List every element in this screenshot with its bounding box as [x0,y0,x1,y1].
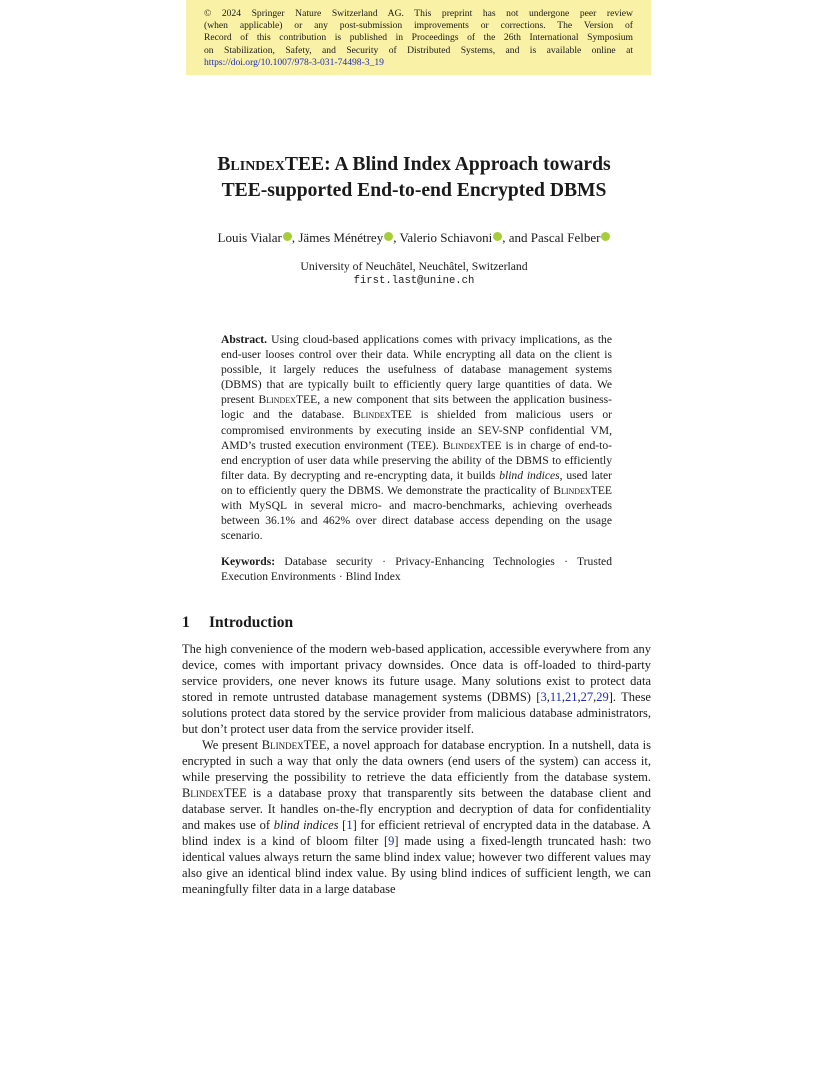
citation-link[interactable]: 1 [346,818,353,832]
title-system-name: Blindex [217,154,285,175]
author-list: Louis Vialar , Jämes Ménétrey , Valerio Schiavoni , and Pascal Felber [150,230,678,246]
notice-line: on Stabilization, Safety, and Security of Distributed Systems, and is available online at [204,44,633,56]
author-name: Louis Vialar [217,230,282,245]
introduction-body [182,641,651,897]
affiliation-block [150,259,678,289]
citation-link[interactable]: 21 [565,690,578,704]
title-line-2: TEE-supported End-to-end Encrypted DBMS [221,180,607,201]
paragraph: The high convenience of the modern web-based application, accessible everywhere from any device, comes with important privacy downsides. Once data is off-loaded to third-party service providers, one never knows its future usage. Many solutions exist to protect data stored in remote untrusted database management systems (DBMS) [3,11,21,27,29]. These solutions protect data stored by the service provider from malicious database administrators, but don’t protect user data from the service provider itself. [182,642,651,736]
section-heading [182,613,652,633]
author-name: Jämes Ménétrey [298,230,384,245]
author-email: first.last@unine.ch [353,275,475,287]
affiliation: University of Neuchâtel, Neuchâtel, Switzerland [300,260,528,273]
abstract-label: Abstract. [221,333,268,346]
citation-link[interactable]: 9 [388,834,395,848]
section-number: 1 [182,614,190,631]
paragraph: We present BlindexTEE, a novel approach for database encryption. In a nutshell, data is encrypted in such a way that only the data owners (end users of the system) can access it, while preserving the possibility to retrieve the data efficiently from the database system. BlindexTEE is a database proxy that transparently sits between the database client and database server. It handles on-the-fly encryption and decryption of data for confidentiality and makes use of blind indices [1] for efficient retrieval of encrypted data in the database. A blind index is a kind of bloom filter [9] made using a fixed-length truncated hash: two identical values always return the same blind index value; however two different values may also give an identical blind index value. By using blind indices of sufficient length, we can meaningfully filter data in a large database [182,738,651,896]
orcid-icon[interactable] [493,232,502,241]
notice-line: Record of this contribution is published in Proceedings of the 26th International Symposium [204,32,633,44]
notice-line: © 2024 Springer Nature Switzerland AG. This preprint has not undergone peer review [204,8,633,19]
citation-link[interactable]: 11 [549,690,562,704]
citation-link[interactable]: 3 [540,690,547,704]
doi-link[interactable]: https://doi.org/10.1007/978-3-031-74498-3_19 [204,56,384,68]
citation-link[interactable]: 29 [596,690,609,704]
keywords-label: Keywords: [221,555,276,568]
notice-line: (when applicable) or any post-submission improvements or corrections. The Version of [204,20,633,32]
abstract: Abstract. Using cloud-based applications comes with privacy implications, as the end-user looses control over their data. While encrypting all data on the client is possible, it largely reduces the usefulness of database management systems (DBMS) that are typically built to efficiently query large quantities of data. We present BlindexTEE, a new component that sits between the application business-logic and the database. BlindexTEE is shielded from malicious users or compromised environments by executing inside an SEV-SNP confidential VM, AMD’s trusted execution environment (TEE). BlindexTEE is in charge of end-to-end encryption of user data while preserving the ability of the DBMS to efficiently filter data. By decrypting and re-encrypting data, it builds blind indices, used later on to efficiently query the DBMS. We demonstrate the practicality of BlindexTEE with MySQL in several micro- and macro-benchmarks, achieving overheads between 36.1% and 462% over direct database access depending on the usage scenario. [221,333,612,543]
author-name: Valerio Schiavoni [399,230,493,245]
citation-link[interactable]: 27 [580,690,594,704]
orcid-icon[interactable] [283,232,292,241]
copyright-notice [186,0,651,75]
section-title: Introduction [209,614,294,631]
orcid-icon[interactable] [601,232,610,241]
orcid-icon[interactable] [384,232,393,241]
author-name: Pascal Felber [530,230,601,245]
keywords: Keywords: Database security · Privacy-Enhancing Technologies · Trusted Execution Environments · Blind Index [221,555,612,584]
title-line-1: TEE: A Blind Index Approach towards [284,154,611,175]
paper-title [150,152,678,204]
